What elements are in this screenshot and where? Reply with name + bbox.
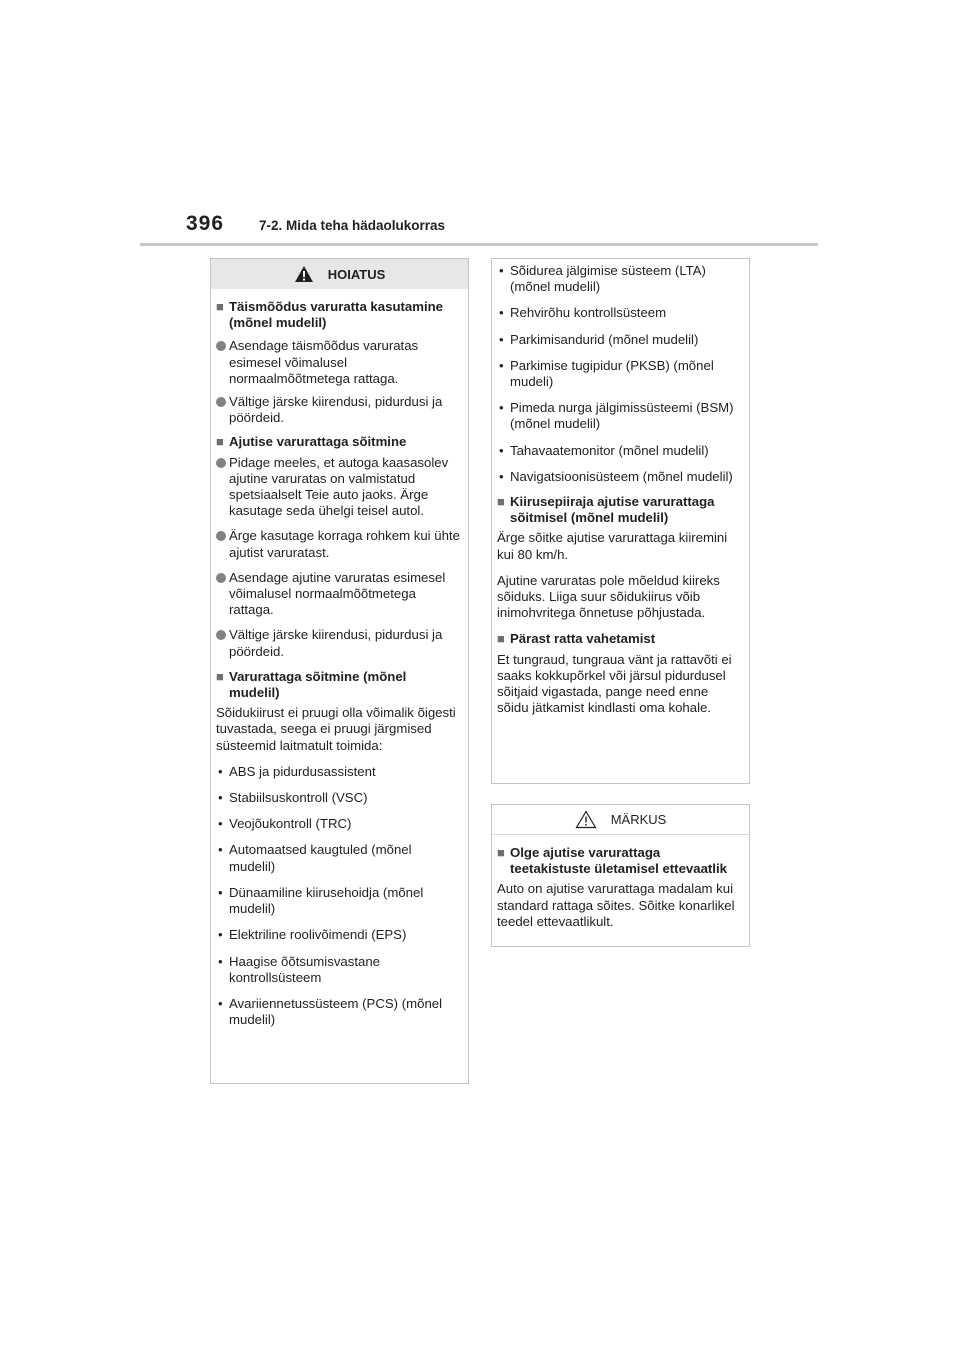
- list-item: • Stabiilsuskontroll (VSC): [218, 790, 368, 806]
- list-marker: •: [218, 763, 223, 779]
- square-marker: ■: [216, 434, 224, 450]
- bullet-item: Ärge kasutage korraga rohkem kui ühte ajutist varuratast.: [216, 528, 460, 560]
- bullet-item: Pidage meeles, et autoga kaasasolev ajutine varuratas on valmistatud spetsiaalselt Teie auto jaoks. Ärge kasutage seda ühelgi teisel autol.: [216, 455, 460, 520]
- paragraph: Et tungraud, tungraua vänt ja rattavõti ei saaks kokkupõrkel või järsul pidurdusel sõitjaid vigastada, pange need enne sõidu jätkamist kindlasti oma kohale.: [497, 651, 732, 716]
- warning-box-body: [211, 289, 468, 1036]
- list-item: • Parkimise tugipidur (PKSB) (mõnel mudeli): [499, 357, 714, 390]
- bullet-item: Asendage täismõõdus varuratas esimesel võimalusel normaalmõõtmetega rattaga.: [216, 338, 460, 387]
- warning-triangle-icon: [294, 265, 314, 283]
- list-marker: •: [218, 884, 223, 900]
- caution-triangle-icon: [575, 810, 597, 829]
- heading-full-size-spare: ■ Täismõõdus varuratta kasutamine (mõnel mudelil): [216, 299, 444, 331]
- list-marker: •: [499, 331, 504, 347]
- heading-temporary-spare: ■ Ajutise varurattaga sõitmine: [216, 434, 407, 450]
- section-title: 7-2. Mida teha hädaolukorras: [259, 218, 446, 233]
- note-box: [491, 804, 750, 947]
- warning-box-right: [491, 258, 750, 784]
- square-marker: ■: [497, 631, 505, 647]
- note-box-body: [492, 835, 749, 938]
- list-item: • Dünaamiline kiirusehoidja (mõnel mudelil): [218, 884, 424, 917]
- list-item: • Elektriline roolivõimendi (EPS): [218, 927, 407, 943]
- page-number: 396: [186, 212, 225, 235]
- list-marker: •: [499, 468, 504, 484]
- list-marker: •: [218, 953, 223, 969]
- list-item: • Sõidurea jälgimise süsteem (LTA) (mõnel mudelil): [499, 263, 706, 295]
- square-marker: ■: [216, 668, 224, 684]
- heading-speed-limiter: ■ Kiirusepiiraja ajutise varurattaga sõitmisel (mõnel mudelil): [497, 494, 715, 526]
- square-marker: ■: [497, 845, 505, 860]
- list-marker: •: [499, 400, 504, 416]
- warning-box-header: [211, 259, 468, 289]
- note-title: MÄRKUS: [610, 812, 667, 827]
- bullet-item: Vältige järske kiirendusi, pidurdusi ja pöördeid.: [216, 627, 460, 659]
- list-item: • Navigatsioonisüsteem (mõnel mudelil): [499, 468, 733, 484]
- bullet-dot-icon: [216, 397, 226, 407]
- list-marker: •: [499, 442, 504, 458]
- warning-box-body: [492, 259, 749, 724]
- warning-title: HOIATUS: [327, 266, 386, 282]
- bullet-dot-icon: [216, 573, 226, 583]
- list-marker: •: [218, 995, 223, 1011]
- list-marker: •: [218, 842, 223, 858]
- square-marker: ■: [497, 494, 505, 510]
- list-item: • Pimeda nurga jälgimissüsteemi (BSM) (mõnel mudelil): [499, 400, 734, 432]
- paragraph: Auto on ajutise varurattaga madalam kui standard rattaga sõites. Sõitke konarlikel teedel ettevaatlikult.: [497, 881, 735, 929]
- heading-after-wheel-change: ■ Pärast ratta vahetamist: [497, 631, 656, 647]
- list-item: • Veojõukontroll (TRC): [218, 816, 352, 832]
- list-item: • Parkimisandurid (mõnel mudelil): [499, 331, 699, 347]
- paragraph: Ärge sõitke ajutise varurattaga kiiremini kui 80 km/h.: [497, 530, 728, 562]
- note-box-header: [492, 805, 749, 835]
- list-item: • Haagise õõtsumisvastane kontrollsüsteem: [218, 953, 381, 985]
- bullet-dot-icon: [216, 341, 226, 351]
- heading-obstacles: ■ Olge ajutise varurattaga teetakistuste ületamisel ettevaatlik: [497, 845, 727, 877]
- paragraph: Ajutine varuratas pole mõeldud kiireks sõiduks. Liiga suur sõidukiirus võib inimohvritega õnnetuse põhjustada.: [497, 572, 720, 621]
- square-marker: ■: [216, 299, 224, 314]
- bullet-item: Vältige järske kiirendusi, pidurdusi ja pöördeid.: [216, 394, 460, 426]
- list-item: • Rehvirõhu kontrollsüsteem: [499, 305, 667, 321]
- list-item: • Avariiennetussüsteem (PCS) (mõnel mudelil): [218, 995, 443, 1028]
- list-marker: •: [499, 357, 504, 373]
- list-item: • Tahavaatemonitor (mõnel mudelil): [499, 442, 709, 458]
- warning-box-left: [210, 258, 469, 1084]
- paragraph: Sõidukiirust ei pruugi olla võimalik õigesti tuvastada, seega ei pruugi järgmised süsteemid laitmatult toimida:: [216, 705, 456, 753]
- list-marker: •: [499, 305, 504, 321]
- bullet-dot-icon: [216, 630, 226, 640]
- heading-spare-driving: ■ Varurattaga sõitmine (mõnel mudelil): [216, 668, 407, 701]
- bullet-dot-icon: [216, 458, 226, 468]
- list-marker: •: [218, 927, 223, 943]
- bullet-dot-icon: [216, 531, 226, 541]
- list-item: • Automaatsed kaugtuled (mõnel mudelil): [218, 842, 412, 874]
- header-rule: [140, 243, 818, 246]
- list-marker: •: [218, 816, 223, 832]
- list-marker: •: [218, 790, 223, 806]
- list-item: • ABS ja pidurdusassistent: [218, 763, 376, 779]
- bullet-item: Asendage ajutine varuratas esimesel võimalusel normaalmõõtmetega rattaga.: [216, 570, 460, 619]
- list-marker: •: [499, 263, 504, 278]
